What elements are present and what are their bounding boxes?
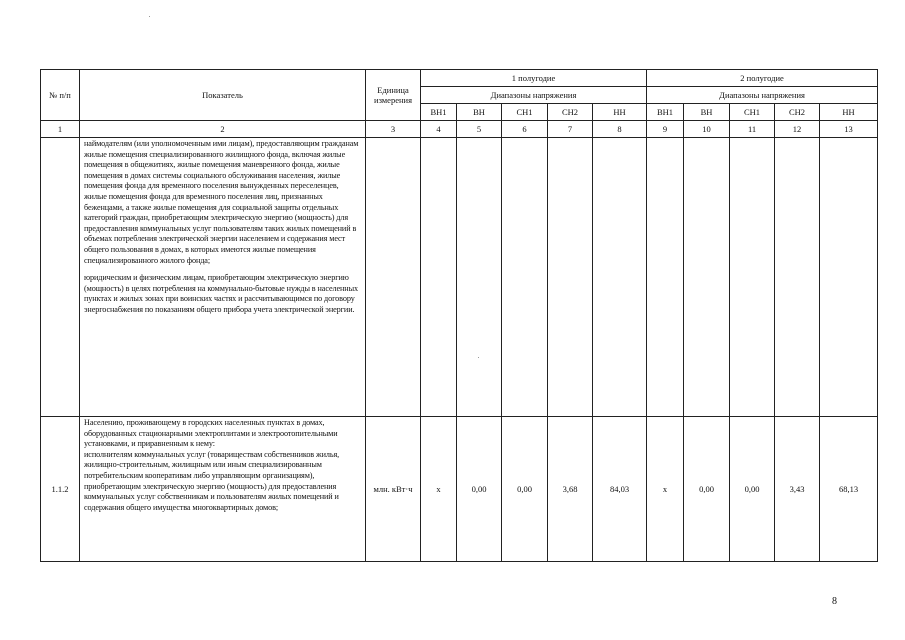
cont-num-cell — [41, 138, 80, 417]
header-ranges-1: Диапазоны напряжения — [421, 87, 647, 104]
header-half-1: 1 полугодие — [421, 70, 647, 87]
header-row-1 — [41, 70, 878, 87]
level-h1-vn1: ВН1 — [421, 104, 457, 121]
tariff-volume-table — [40, 69, 878, 562]
col-number: 10 — [684, 121, 730, 138]
row-num-cell: 1.1.2 — [41, 417, 80, 562]
level-h2-nn: НН — [820, 104, 878, 121]
column-number-row — [41, 121, 878, 138]
header-indicator: Показатель — [80, 70, 366, 121]
col-number: 6 — [502, 121, 548, 138]
level-h2-vn: ВН — [684, 104, 730, 121]
row-paragraph-1: Населению, проживающему в городских населенных пунктах в домах, оборудованных стационарными электроплитами и электроотопительными установками, и приравненным к нему: — [84, 418, 338, 449]
col-number: 4 — [421, 121, 457, 138]
col-number: 2 — [80, 121, 366, 138]
cont-paragraph-2: юридическим и физическим лицам, приобретающим электрическую энергию (мощность) в целях потребления на коммунально-бытовые нужды в населенных пунктах и жилых зонах при воинских частях и рассчитывающимся по договору энергоснабжения по показаниям общего прибора учета электрической энергии. — [84, 273, 358, 314]
table-row-continuation — [41, 138, 878, 417]
col-number: 11 — [730, 121, 775, 138]
col-number: 5 — [457, 121, 502, 138]
header-ranges-2: Диапазоны напряжения — [647, 87, 878, 104]
value-cell — [820, 138, 878, 417]
value-cell — [730, 138, 775, 417]
value-h1-vn: 0,00 — [457, 417, 502, 562]
value-h2-nn: 68,13 — [820, 417, 878, 562]
col-number: 12 — [775, 121, 820, 138]
level-h2-sn1: СН1 — [730, 104, 775, 121]
value-cell — [593, 138, 647, 417]
value-h2-sn2: 3,43 — [775, 417, 820, 562]
level-h1-sn1: СН1 — [502, 104, 548, 121]
col-number: 3 — [366, 121, 421, 138]
value-cell — [775, 138, 820, 417]
value-cell — [684, 138, 730, 417]
value-h1-nn: 84,03 — [593, 417, 647, 562]
level-h1-vn: ВН — [457, 104, 502, 121]
level-h2-sn2: СН2 — [775, 104, 820, 121]
value-h2-vn1: x — [647, 417, 684, 562]
col-number: 1 — [41, 121, 80, 138]
col-number: 13 — [820, 121, 878, 138]
value-h1-vn1: x — [421, 417, 457, 562]
table-row-1-1-2 — [41, 417, 878, 562]
scan-artifact — [149, 16, 150, 17]
value-h2-sn1: 0,00 — [730, 417, 775, 562]
level-h1-nn: НН — [593, 104, 647, 121]
scan-artifact — [478, 357, 479, 358]
row-indicator-cell — [80, 417, 366, 562]
value-h1-sn1: 0,00 — [502, 417, 548, 562]
row-unit-cell: млн. кВт·ч — [366, 417, 421, 562]
cont-indicator-cell — [80, 138, 366, 417]
value-cell — [548, 138, 593, 417]
value-cell — [421, 138, 457, 417]
col-number: 8 — [593, 121, 647, 138]
level-h1-sn2: СН2 — [548, 104, 593, 121]
header-num: № п/п — [41, 70, 80, 121]
value-cell — [457, 138, 502, 417]
value-cell — [502, 138, 548, 417]
cont-paragraph-1: наймодателям (или уполномоченным ими лицам), предоставляющим гражданам жилые помещения специализированного жилищного фонда, включая жилые помещения в общежитиях, жилые помещения маневренного фонда, жилые помещения в домах системы социального обслуживания населения, жилые помещения фонда для временного поселения вынужденных переселенцев, жилые помещения фонда для временного поселения лиц, признанных беженцами, а также жилые помещения для социальной защиты отдельных категорий граждан, приобретающим электрическую энергию (мощность) для предоставления коммунальных услуг пользователям таких жилых помещений в объемах потребления электрической энергии населением и содержания мест общего пользования в домах, в которых имеются жилые помещения специализированного жилого фонда; — [84, 139, 359, 265]
col-number: 9 — [647, 121, 684, 138]
cont-unit-cell — [366, 138, 421, 417]
row-paragraph-2: исполнителям коммунальных услуг (товариществам собственников жилья, жилищно-строительным, жилищным или иным специализированным потребительским кооперативам либо управляющим организациям), приобретающим электрическую энергию (мощность) для предоставления коммунальных услуг собственникам и пользователям жилых помещений и содержания общего имущества многоквартирных домов; — [84, 449, 340, 512]
level-h2-vn1: ВН1 — [647, 104, 684, 121]
page-number: 8 — [832, 596, 837, 607]
col-number: 7 — [548, 121, 593, 138]
header-half-2: 2 полугодие — [647, 70, 878, 87]
header-unit: Единица измерения — [366, 70, 421, 121]
value-cell — [647, 138, 684, 417]
value-h1-sn2: 3,68 — [548, 417, 593, 562]
value-h2-vn: 0,00 — [684, 417, 730, 562]
